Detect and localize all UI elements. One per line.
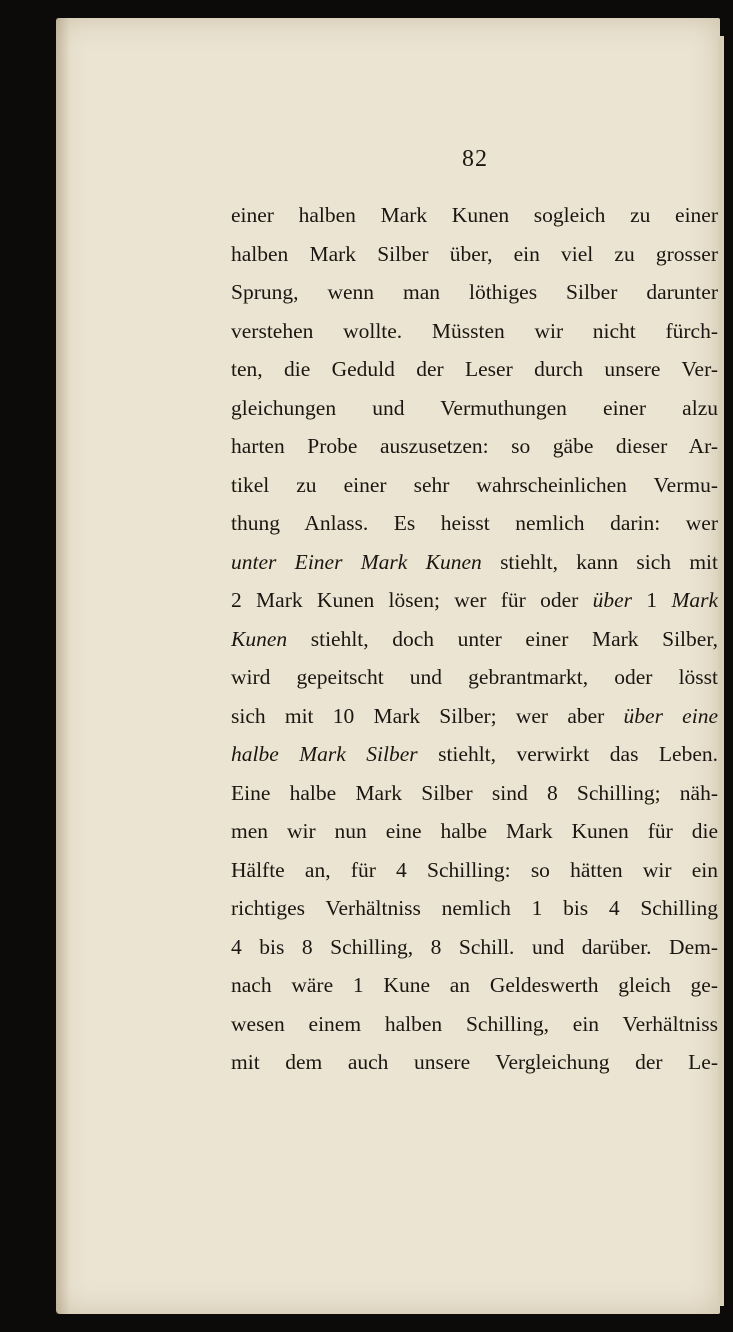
next-page-edge	[718, 36, 724, 1306]
text-line	[231, 928, 718, 967]
text-segment: Sprung, wenn man löthiges Silber darunter	[231, 280, 718, 304]
text-segment: stiehlt, verwirkt das Leben.	[417, 742, 718, 766]
page-number: 82	[462, 146, 488, 172]
text-segment: stiehlt, doch unter einer Mark Silber,	[287, 626, 718, 651]
text-line	[231, 620, 718, 659]
text-segment: gleichungen und Vermuthungen einer alzu	[231, 395, 718, 420]
text-line	[231, 812, 718, 851]
text-line	[231, 1043, 718, 1082]
text-segment: wird gepeitscht und gebrantmarkt, oder lösst	[231, 665, 718, 689]
text-segment: men wir nun eine halbe Mark Kunen für die	[231, 819, 718, 843]
text-line	[231, 350, 718, 389]
italic-phrase: unter Einer Mark Kunen	[231, 549, 482, 574]
text-segment: Hälfte an, für 4 Schilling: so hätten wir ein	[231, 857, 718, 882]
text-line	[231, 273, 718, 312]
text-segment: wesen einem halben Schilling, ein Verhältniss	[231, 1011, 718, 1036]
text-line	[231, 504, 718, 543]
italic-phrase: über	[592, 588, 633, 612]
text-line	[231, 389, 718, 428]
text-segment: einer halben Mark Kunen sogleich zu einer	[231, 203, 718, 227]
text-segment: verstehen wollte. Müssten wir nicht fürch-	[231, 318, 718, 343]
text-segment: richtiges Verhältniss nemlich 1 bis 4 Schilling	[231, 896, 718, 920]
text-line	[231, 966, 718, 1005]
text-line	[231, 581, 718, 620]
text-line	[231, 196, 718, 235]
text-segment: 2 Mark Kunen lösen; wer für oder	[231, 588, 593, 612]
text-line	[231, 235, 718, 274]
body-text	[231, 196, 718, 1082]
text-segment: thung Anlass. Es heisst nemlich darin: wer	[231, 511, 718, 535]
text-line	[231, 543, 718, 582]
text-segment: 1	[632, 588, 672, 612]
italic-phrase: halbe Mark Silber	[231, 742, 418, 766]
text-line	[231, 1005, 718, 1044]
italic-phrase: Kunen	[231, 626, 288, 651]
text-line	[231, 658, 718, 697]
text-segment: tikel zu einer sehr wahrscheinlichen Vermu-	[231, 472, 718, 497]
text-segment: 4 bis 8 Schilling, 8 Schill. und darüber. Dem-	[231, 934, 718, 959]
text-segment: halben Mark Silber über, ein viel zu grosser	[231, 241, 718, 266]
text-segment: mit dem auch unsere Vergleichung der Le-	[231, 1050, 718, 1074]
text-line	[231, 312, 718, 351]
text-line	[231, 735, 718, 774]
italic-phrase: über eine	[623, 703, 718, 728]
text-line	[231, 466, 718, 505]
text-segment: ten, die Geduld der Leser durch unsere Ver-	[231, 357, 718, 381]
text-segment: harten Probe auszusetzen: so gäbe dieser Ar-	[231, 434, 718, 458]
text-line	[231, 851, 718, 890]
text-segment: sich mit 10 Mark Silber; wer aber	[231, 703, 624, 728]
text-segment: nach wäre 1 Kune an Geldeswerth gleich ge-	[231, 973, 718, 997]
text-line	[231, 889, 718, 928]
text-segment: Eine halbe Mark Silber sind 8 Schilling; näh-	[231, 780, 718, 805]
page-edge-shadow	[56, 18, 70, 1314]
italic-phrase: Mark	[671, 588, 718, 612]
text-segment: stiehlt, kann sich mit	[481, 549, 718, 574]
text-line	[231, 774, 718, 813]
text-line	[231, 697, 718, 736]
text-line	[231, 427, 718, 466]
